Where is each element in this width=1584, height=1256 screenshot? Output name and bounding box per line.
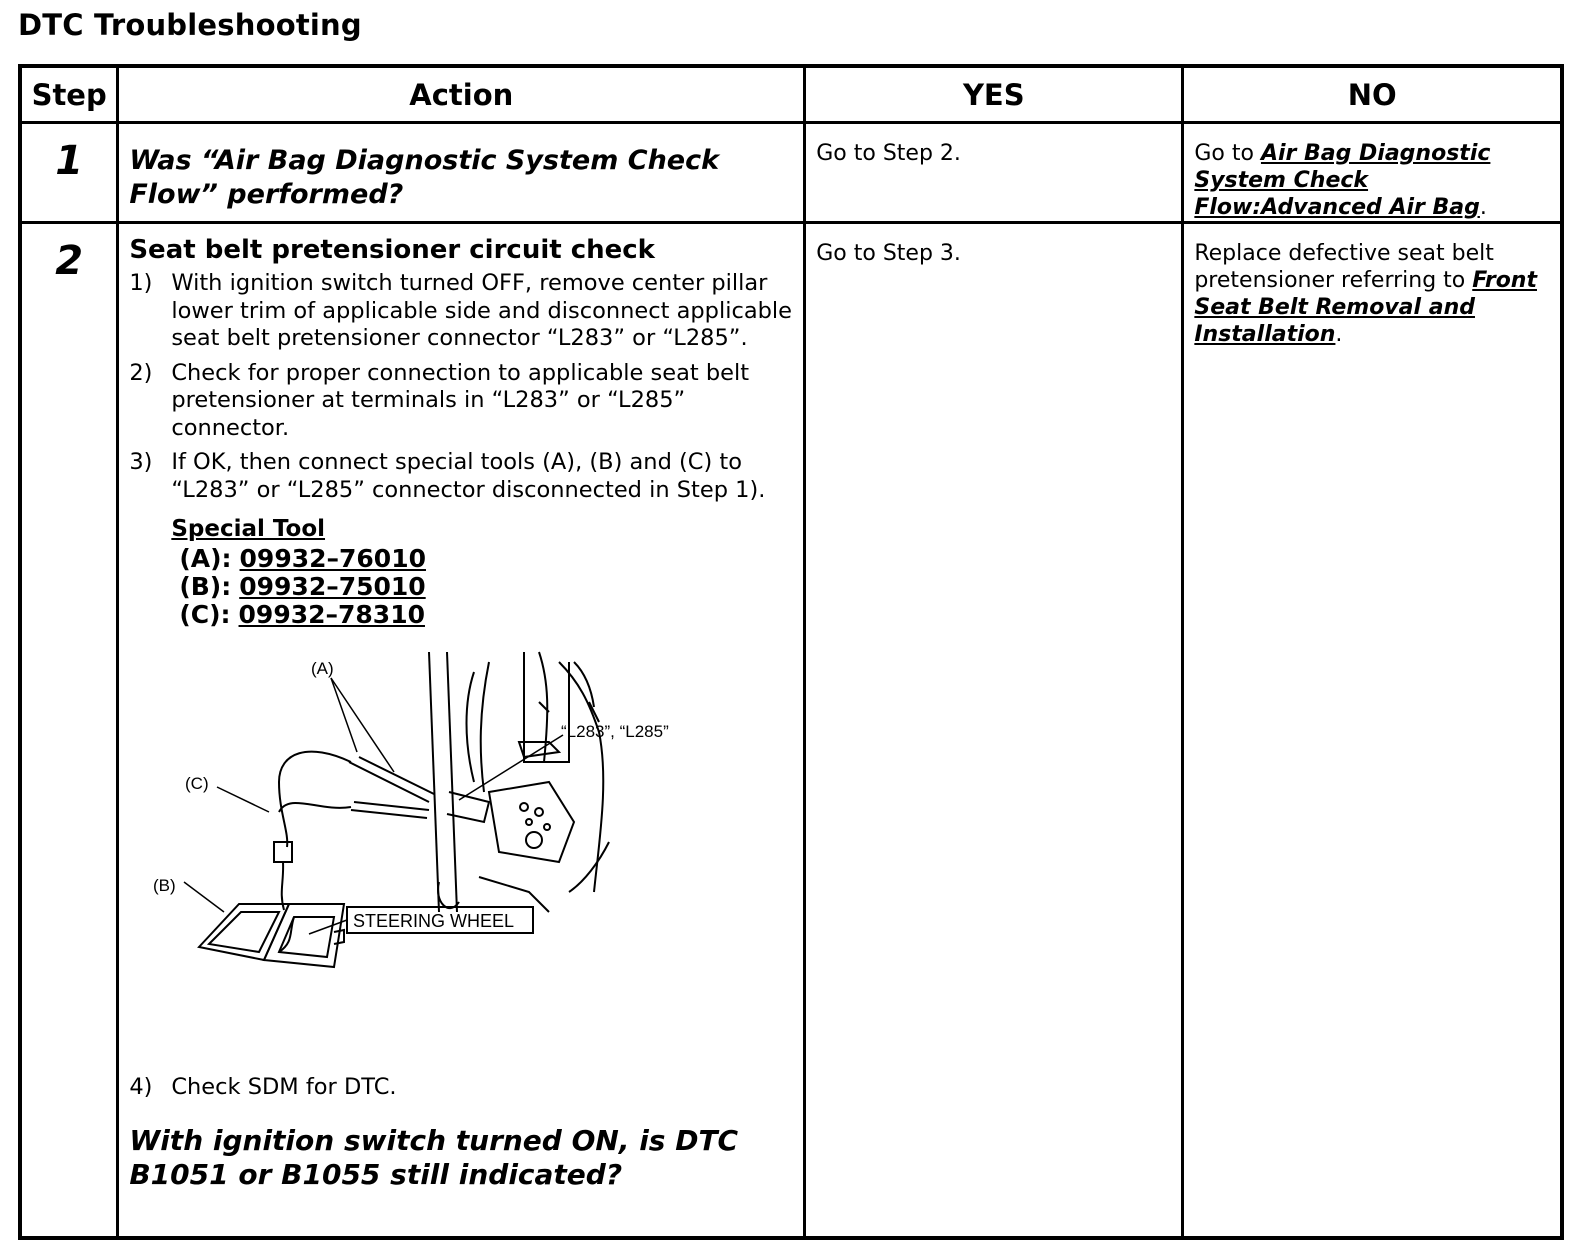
tool-row-b	[179, 573, 793, 600]
tool-b-number-link[interactable]: 09932–75010	[239, 572, 426, 601]
connection-diagram	[129, 642, 789, 1072]
procedure-step-3-number: 3)	[129, 449, 153, 475]
procedure-step-2-number: 2)	[129, 359, 153, 386]
table-row-step-2	[20, 223, 1562, 1239]
tool-b-box-right-inner	[279, 917, 334, 957]
tool-c-plug	[274, 842, 292, 862]
trim-edge	[559, 662, 603, 892]
tool-a-connector	[354, 802, 429, 810]
step-2-no-text	[1184, 224, 1560, 348]
action-cell-2	[118, 223, 805, 1239]
tool-b-box-left-inner	[209, 912, 279, 952]
tool-a-number-link[interactable]: 09932–76010	[239, 544, 426, 573]
procedure-step-1	[129, 270, 793, 353]
diagram-label-connector: “L283”, “L285”	[561, 722, 670, 741]
retractor-detail	[535, 808, 543, 816]
leader-line-a	[331, 678, 357, 752]
header-action: Action	[118, 66, 805, 123]
step-cell-2	[20, 223, 118, 1239]
tool-row-a	[179, 545, 793, 572]
front-seat-belt-removal-link[interactable]: Front Seat Belt Removal and Installation	[1194, 268, 1537, 347]
step-1-no-suffix: .	[1479, 195, 1487, 220]
no-cell-1	[1183, 123, 1562, 223]
tool-a-connector	[359, 757, 434, 794]
page-title: DTC Troubleshooting	[18, 8, 362, 42]
table-row-step-1	[20, 123, 1562, 223]
tool-c-harness	[279, 752, 351, 847]
procedure-list	[129, 270, 793, 504]
diagram-illustration	[129, 642, 789, 1072]
tool-b-label: (B):	[179, 572, 232, 601]
procedure-step-1-number: 1)	[129, 270, 153, 296]
special-tool-heading: Special Tool	[171, 516, 326, 542]
yes-cell-1	[805, 123, 1183, 223]
air-bag-diagnostic-flow-link[interactable]: Air Bag Diagnostic System Check Flow:Advanced Air Bag	[1194, 141, 1491, 220]
tool-a-label: (A):	[179, 544, 232, 573]
step-cell-1	[20, 123, 118, 223]
tool-row-c	[179, 601, 793, 628]
diagram-label-c: (C)	[185, 774, 209, 793]
circuit-check-title: Seat belt pretensioner circuit check	[129, 235, 655, 265]
step-number-2: 2	[55, 238, 84, 284]
retractor-detail	[544, 824, 550, 830]
step-1-question: Was “Air Bag Diagnostic System Check Flow” performed?	[129, 145, 720, 210]
leader-line-b	[184, 882, 224, 912]
no-cell-2	[1183, 223, 1562, 1239]
pillar-edge-line	[429, 652, 439, 912]
header-no: NO	[1183, 66, 1562, 123]
step-2-no-prefix: Replace defective seat belt pretensioner referring to	[1194, 241, 1494, 293]
trim-edge	[569, 842, 609, 892]
procedure-step-2-text: Check for proper connection to applicable seat belt pretensioner at terminals in “L283” or “L285” connector.	[171, 359, 750, 441]
procedure-step-4-text: Check SDM for DTC.	[171, 1074, 397, 1100]
tool-a-connector	[349, 762, 429, 802]
procedure-step-4-number: 4)	[129, 1074, 153, 1100]
procedure-step-1-text: With ignition switch turned OFF, remove center pillar lower trim of applicable side and disconnect applicable seat belt pretensioner connector “L283” or “L285”.	[171, 270, 792, 351]
step-1-no-prefix: Go to	[1194, 141, 1261, 166]
belt-line	[467, 672, 475, 782]
retractor-detail	[526, 819, 532, 825]
retractor-bolt	[526, 832, 542, 848]
header-row	[20, 66, 1562, 123]
leader-line-c	[217, 787, 269, 812]
belt-line	[481, 662, 489, 792]
leader-line-connector	[459, 735, 563, 800]
pillar-edge-line	[447, 652, 457, 912]
tool-c-harness	[282, 862, 284, 910]
retractor-detail	[520, 803, 528, 811]
procedure-step-2	[129, 360, 793, 443]
dtc-table	[18, 64, 1564, 1240]
special-tool-section	[171, 514, 793, 628]
step-1-yes-text: Go to Step 2.	[816, 141, 961, 166]
step-2-yes-text: Go to Step 3.	[816, 241, 961, 266]
header-step: Step	[20, 66, 118, 123]
procedure-step-3-text: If OK, then connect special tools (A), (B) and (C) to “L283” or “L285” connector disconnected in Step 1).	[171, 449, 766, 503]
tool-b-box-right	[264, 904, 344, 967]
procedure-step-4	[129, 1074, 793, 1102]
step-number-1: 1	[55, 138, 84, 184]
step-1-no-text	[1184, 124, 1560, 221]
tool-c-number-link[interactable]: 09932–78310	[238, 600, 425, 629]
yes-cell-2	[805, 223, 1183, 1239]
tool-c-label: (C):	[179, 600, 231, 629]
diagram-label-a: (A)	[311, 659, 334, 678]
tool-c-harness	[279, 803, 351, 812]
header-yes: YES	[805, 66, 1183, 123]
procedure-step-3	[129, 449, 793, 504]
step-2-no-suffix: .	[1335, 322, 1343, 347]
step-2-question: With ignition switch turned ON, is DTC B1051 or B1055 still indicated?	[129, 1123, 739, 1191]
tool-a-connector	[351, 810, 427, 818]
diagram-label-b: (B)	[153, 876, 176, 895]
diagram-label-steering-wheel: STEERING WHEEL	[353, 911, 515, 931]
action-cell-1	[118, 123, 805, 223]
